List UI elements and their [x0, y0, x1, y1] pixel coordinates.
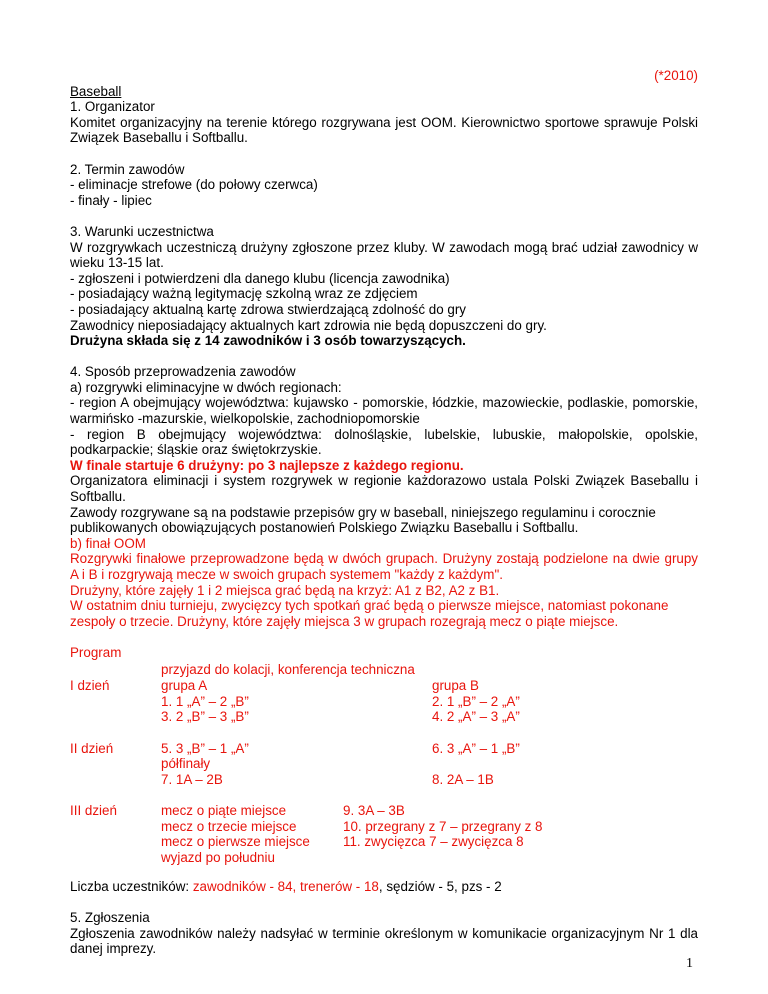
section-3-item: - posiadający aktualną kartę zdrowa stwierdzającą zdolność do gry [70, 301, 466, 317]
organizer-text: Organizatora eliminacji i system rozgrywek w regionie każdorazowo ustala Polski Związek Baseballu i Softballu. [70, 473, 698, 505]
section-3-item: - posiadający ważną legitymację szkolną wraz ze zdjęciem [70, 286, 418, 302]
final-groups-text: Rozgrywki finałowe przeprowadzone będą w dwóch grupach. Drużyny zostają podzielone na dwie grupy A i B i rozgrywają mecze w swoich grupach systemem "każdy z każdym". [70, 551, 698, 582]
day-3-item: mecz o trzecie miejsce [161, 818, 297, 834]
day-2-label: II dzień [70, 740, 114, 756]
final-teams-note: W finale startuje 6 drużyny: po 3 najlepsze z każdego regionu. [70, 457, 464, 473]
match-5: 5. 3 „B” – 1 „A” [161, 740, 249, 756]
day-3-item: mecz o piąte miejsce [161, 802, 287, 818]
semifinals-label: półfinały [161, 755, 211, 771]
page-number: 1 [686, 956, 693, 971]
match-7: 7. 1A – 2B [161, 771, 223, 787]
match-10: 10. przegrany z 7 – przegrany z 8 [343, 818, 543, 834]
cross-matches-text: Drużyny, które zajęły 1 i 2 miejsca grać będą na krzyż: A1 z B2, A2 z B1. [70, 582, 500, 598]
match-3: 3. 2 „B” – 3 „B” [161, 708, 249, 724]
section-3-heading: 3. Warunki uczestnictwa [70, 223, 214, 239]
day-3-label: III dzień [70, 802, 117, 818]
section-4a-heading: a) rozgrywki eliminacyjne w dwóch regionach: [70, 379, 342, 395]
region-a-text: - region A obejmujący województwa: kujawsko - pomorskie, łódzkie, mazowieckie, podlaskie, pomorskie, warmińsko -mazurskie, wielkopolskie, zachodniopomorskie [70, 395, 698, 427]
group-a-label: grupa A [161, 677, 208, 693]
section-3-note: Zawodnicy nieposiadający aktualnych kart zdrowia nie będą dopuszczeni do gry. [70, 317, 547, 333]
group-b-label: grupa B [432, 677, 479, 693]
match-2: 2. 1 „B” – 2 „A” [432, 693, 520, 709]
year-mark: (*2010) [654, 68, 698, 83]
match-9: 9. 3A – 3B [343, 802, 405, 818]
section-2-heading: 2. Termin zawodów [70, 161, 185, 177]
section-5-heading: 5. Zgłoszenia [70, 910, 150, 926]
document-page [70, 68, 698, 957]
match-8: 8. 2A – 1B [432, 771, 494, 787]
participants-line [70, 879, 698, 895]
match-11: 11. zwycięzca 7 – zwycięzca 8 [343, 833, 524, 849]
match-6: 6. 3 „A” – 1 „B” [432, 740, 520, 756]
section-4-heading: 4. Sposób przeprowadzenia zawodów [70, 364, 296, 380]
match-1: 1. 1 „A” – 2 „B” [161, 693, 249, 709]
day-3-item: wyjazd po południu [161, 849, 275, 865]
section-2-item: - finały - lipiec [70, 192, 152, 208]
section-3-intro: W rozgrywkach uczestniczą drużyny zgłoszone przez kluby. W zawodach mogą brać udział zawodnicy w wieku 13-15 lat. [70, 239, 698, 271]
section-2-item: - eliminacje strefowe (do połowy czerwca) [70, 177, 318, 193]
document-title: Baseball [70, 83, 122, 99]
participants-rest: , sędziów - 5, pzs - 2 [378, 878, 502, 894]
day-1-label: I dzień [70, 677, 110, 693]
program-label: Program [70, 644, 122, 660]
section-4b-heading: b) finał OOM [70, 535, 146, 551]
section-3-item: - zgłoszeni i potwierdzeni dla danego klubu (licencja zawodnika) [70, 270, 450, 286]
participants-label: Liczba uczestników: [70, 878, 193, 894]
section-3-bold-note: Drużyna składa się z 14 zawodników i 3 osób towarzyszących. [70, 333, 466, 349]
program-schedule [70, 645, 698, 863]
day-1-arrival: przyjazd do kolacji, konferencja techniczna [161, 661, 415, 677]
section-1-heading: 1. Organizator [70, 99, 155, 115]
section-1-text: Komitet organizacyjny na terenie którego rozgrywana jest OOM. Kierownictwo sportowe sprawuje Polski Związek Baseballu i Softballu. [70, 114, 698, 146]
day-3-item: mecz o pierwsze miejsce [161, 833, 310, 849]
section-5-text: Zgłoszenia zawodników należy nadsyłać w terminie określonym w komunikacie organizacyjnym Nr 1 dla danej imprezy. [70, 925, 698, 957]
participants-players: zawodników - 84, trenerów - 18 [192, 878, 379, 894]
rules-text: Zawody rozgrywane są na podstawie przepisów gry w baseball, niniejszego regulaminu i corocznie publikowanych obowiązujących postanowień Polskiego Związku Baseballu i Softballu. [70, 504, 656, 536]
match-4: 4. 2 „A” – 3 „A” [432, 708, 520, 724]
last-day-text: W ostatnim dniu turnieju, zwycięzcy tych spotkań grać będą o pierwsze miejsce, natomiast pokonane zespoły o trzecie. Drużyny, które zajęły miejsca 3 w grupach rozegrają mecz o piąte miejsce. [70, 598, 669, 629]
region-b-text: - region B obejmujący województwa: dolnośląskie, lubelskie, lubuskie, małopolskie, opolskie, podkarpackie; śląskie oraz świętokrzyskie. [70, 426, 698, 458]
